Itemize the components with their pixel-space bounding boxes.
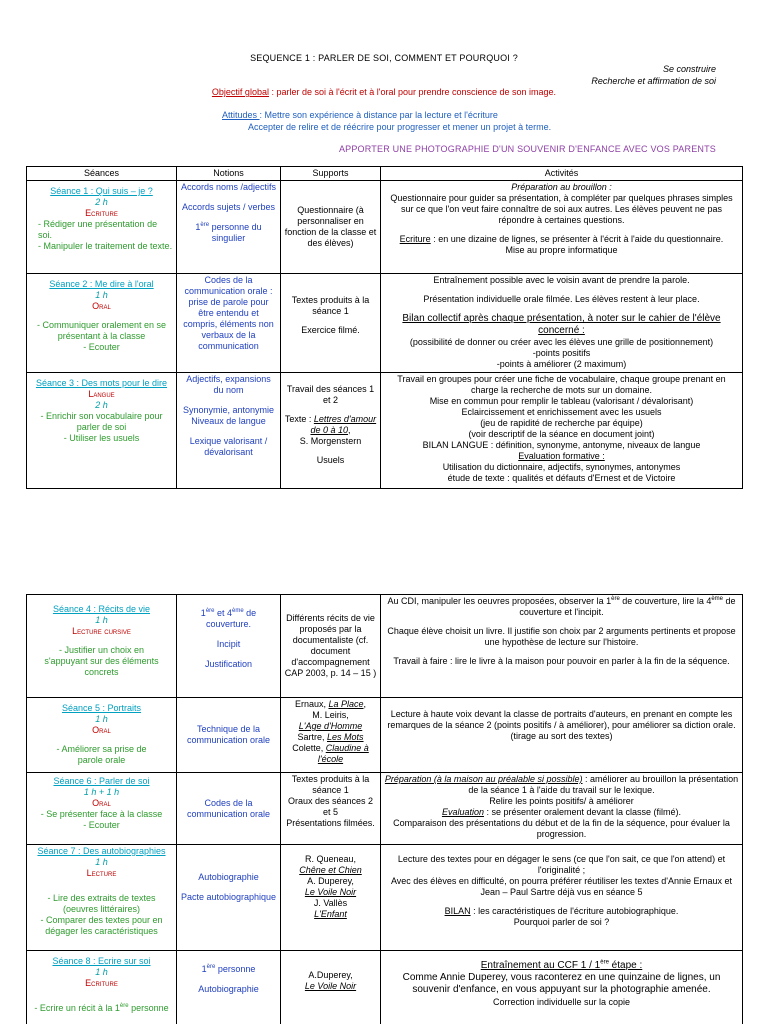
notions-cell: Codes de la communication orale : prise de parole pour être entendu et compris, éléments non verbaux de la communication [177, 273, 281, 372]
activity-heading: Entraînement au CCF 1 / 1ère étape : [480, 959, 643, 971]
activity-text: BILAN LANGUE : définition, synonyme, antonyme, niveaux de langue [422, 439, 701, 450]
notion: 1ère personne [201, 964, 256, 974]
notion: Synonymie, antonymie [182, 404, 275, 415]
objective-label: Objectif global [211, 87, 269, 97]
activities-cell [381, 595, 743, 698]
seance-skill: Oral [92, 797, 111, 808]
notions-cell [177, 951, 281, 1024]
activity-text: (voir descriptif de la séance en document joint) [468, 428, 655, 439]
seance-title[interactable]: Séance 1 : Qui suis – je ? [50, 185, 153, 196]
seance-objective: - Ecouter [83, 341, 120, 352]
activities-cell [381, 372, 743, 488]
activities-cell [381, 273, 743, 372]
seance-skill: Oral [92, 724, 111, 735]
seance-objective: - Se présenter face à la classe [40, 808, 163, 819]
support: Exercice filmé. [301, 324, 360, 335]
seance-title[interactable]: Séance 4 : Récits de vie [52, 604, 151, 614]
notions-cell: Technique de la communication orale [177, 698, 281, 773]
activity-text: Evaluation : se présenter oralement devant la classe (filmé). [441, 806, 682, 817]
activity-text: Avec des élèves en difficulté, on pourra préférer réutiliser les textes d'Annie Ernaux et Jean – Paul Sartre déjà vus en séance 5 [390, 875, 733, 897]
seance-skill: Ecriture [85, 977, 118, 988]
seance-objective: - Enrichir son vocabulaire pour parler de soi [40, 410, 163, 432]
supports-cell [281, 951, 381, 1024]
activity-text: Utilisation du dictionnaire, adjectifs, synonymes, antonymes [442, 461, 681, 472]
table-row-seance-2 [27, 273, 743, 372]
notion: Lexique valorisant / dévalorisant [189, 435, 268, 457]
support: Textes produits à la séance 1 [291, 774, 370, 795]
seance-duration: 1 h [95, 289, 108, 300]
notions-cell [177, 595, 281, 698]
supports-cell [281, 773, 381, 845]
seance-cell [27, 180, 177, 273]
notions-cell: Codes de la communication orale [177, 773, 281, 845]
supports-cell: Questionnaire (à personnaliser en fonction de la classe et des élèves) [281, 180, 381, 273]
seance-duration: 1 h [95, 856, 108, 867]
support: Usuels [316, 454, 345, 465]
seance-cell [27, 951, 177, 1024]
seance-duration: 1 h + 1 h [83, 786, 120, 797]
activities-cell [381, 845, 743, 951]
seance-cell [27, 372, 177, 488]
column-header-activites: Activités [381, 167, 743, 181]
table-row-seance-4 [27, 595, 743, 698]
seance-title[interactable]: Séance 6 : Parler de soi [53, 776, 150, 786]
activity-text: Pourquoi parler de soi ? [513, 916, 610, 927]
activity-text: Entraînement possible avec le voisin avant de prendre la parole. [433, 274, 690, 285]
notion: 1ère personne du singulier [195, 221, 262, 243]
activity-text: Au CDI, manipuler les oeuvres proposées, observer la 1ère de couverture, lire la 4ème de couverture et l'incipit. [387, 596, 736, 617]
notions-cell [177, 180, 281, 273]
table-row-seance-5 [27, 698, 743, 773]
activities-cell [381, 180, 743, 273]
support: Chêne et Chien [299, 864, 362, 875]
sequence-table-page2 [26, 594, 743, 1024]
photo-instruction: APPORTER UNE PHOTOGRAPHIE D'UN SOUVENIR D'ENFANCE AVEC VOS PARENTS [338, 144, 716, 154]
table-row-seance-8 [27, 951, 743, 1024]
support: Le Voile Noir [304, 980, 357, 991]
support: J. Vallès [313, 897, 348, 908]
seance-objective: - Justifier un choix en s'appuyant sur des éléments concrets [44, 644, 159, 677]
notion: 1ère et 4ème de couverture. [200, 608, 257, 629]
support: L'Enfant [314, 908, 347, 919]
seance-skill: Oral [92, 300, 111, 311]
column-header-supports: Supports [281, 167, 381, 181]
support: A.Duperey, [308, 970, 353, 980]
seance-cell [27, 698, 177, 773]
activity-text: -points à améliorer (2 maximum) [496, 359, 627, 370]
seance-skill: Lecture [86, 867, 117, 878]
activities-cell [381, 698, 743, 773]
column-header-notions: Notions [177, 167, 281, 181]
support: S. Morgenstern [299, 435, 362, 446]
seance-objective: - Ecrire un récit à la 1ère personne [34, 1002, 169, 1013]
attitudes-line2: Accepter de relire et de réécrire pour progresser et mener un projet à terme. [248, 121, 552, 132]
seance-title[interactable]: Séance 7 : Des autobiographies [37, 846, 166, 856]
seance-duration: 2 h [95, 196, 108, 207]
activity-text: Ecriture : en une dizaine de lignes, se présenter à l'écrit à l'aide du questionnaire. [399, 233, 724, 244]
seance-duration: 1 h [95, 966, 108, 977]
table-row-seance-3 [27, 372, 743, 488]
activities-cell [381, 773, 743, 845]
sequence-table-page1 [26, 166, 743, 489]
seance-objective: - Comparer des textes pour en dégager les caractéristiques [40, 914, 163, 936]
seance-objective: - Ecouter [83, 819, 120, 830]
global-objective [0, 87, 768, 98]
support: Ernaux, La Place, [294, 699, 367, 709]
notions-cell [177, 845, 281, 951]
supports-cell [281, 698, 381, 773]
notion: Pacte autobiographique [180, 891, 277, 902]
notion: Accords noms /adjectifs [180, 181, 277, 192]
attitudes [222, 110, 551, 133]
activity-text: Comparaison des présentations du début et de la fin de la séquence, pour évaluer la progression. [393, 817, 730, 839]
seance-cell [27, 273, 177, 372]
activity-heading: Evaluation formative : [518, 450, 605, 461]
activity-text: Relire les points positifs/ à améliorer [489, 795, 634, 806]
activities-cell [381, 951, 743, 1024]
activity-text: Lecture des textes pour en dégager le sens (ce que l'on sait, ce que l'on attend) et l'originalité ; [397, 854, 726, 875]
activity-text: étude de texte : qualités et défauts d'Ernest et de Victoire [447, 472, 676, 483]
objective-text: : parler de soi à l'écrit et à l'oral pour prendre conscience de son image. [268, 87, 557, 97]
seance-skill: Ecriture [85, 207, 118, 218]
seance-objective: - Communiquer oralement en se présentant à la classe [36, 319, 167, 341]
notion: Niveaux de langue [191, 415, 266, 426]
activity-text: Travail à faire : lire le livre à la maison pour pouvoir en parler à la fin de la séquence. [393, 655, 730, 666]
seance-cell [27, 595, 177, 698]
support: Sartre, Les Mots [297, 731, 364, 742]
seance-skill: Langue [88, 388, 115, 399]
activity-text: BILAN : les caractéristiques de l'écriture autobiographique. [444, 905, 679, 916]
support: Texte : Lettres d'amour de 0 à 10, [284, 413, 377, 435]
theme-sublabel: Recherche et affirmation de soi [591, 76, 716, 86]
notion: Autobiographie [198, 983, 259, 994]
activity-text: (possibilité de donner ou créer avec les élèves une grille de positionnement) [409, 337, 714, 348]
support: Travail des séances 1 et 2 [286, 383, 375, 405]
seance-objective: - Lire des extraits de textes (oeuvres littéraires) [47, 892, 156, 914]
notion: Adjectifs, expansions du nom [186, 373, 271, 395]
table-row-seance-6 [27, 773, 743, 845]
support: Textes produits à la séance 1 [291, 294, 370, 316]
seance-duration: 1 h [95, 614, 108, 625]
seance-title[interactable]: Séance 8 : Ecrire sur soi [52, 956, 151, 966]
table-row-seance-1 [27, 180, 743, 273]
notion: Justification [204, 658, 253, 669]
notion: Incipit [216, 638, 241, 649]
activity-text: Préparation (à la maison au préalable si possible) : améliorer au brouillon la présentation de la séance 1 à l'aide du travail sur le lexique. [384, 774, 739, 795]
activity-text: Chaque élève choisit un livre. Il justifie son choix par 2 arguments pertinents et propose une hypothèse de lecture sur l'histoire. [387, 625, 736, 647]
notion: Accords sujets / verbes [181, 201, 276, 212]
activity-text: Mise au propre informatique [505, 244, 618, 255]
support: A. Duperey, [307, 875, 354, 886]
support: R. Queneau, [304, 854, 357, 864]
activity-text: Présentation individuelle orale filmée. Les élèves restent à leur place. [423, 293, 700, 304]
seance-objective: - Utiliser les usuels [63, 432, 140, 443]
activity-text: -points positifs [532, 348, 591, 359]
seance-title[interactable]: Séance 5 : Portraits [61, 703, 142, 713]
attitudes-line1: : Mettre son expérience à distance par la lecture et l'écriture [259, 110, 498, 120]
table-row-seance-7 [27, 845, 743, 951]
seance-objective: - Manipuler le traitement de texte. [38, 240, 173, 251]
supports-cell [281, 273, 381, 372]
seance-skill: Lecture cursive [72, 625, 131, 636]
seance-cell [27, 845, 177, 951]
activity-text: Correction individuelle sur la copie [492, 996, 631, 1007]
column-header-seances: Séances [27, 167, 177, 181]
support: Le Voile Noir [304, 886, 357, 897]
table-header-row [27, 167, 743, 181]
seance-duration: 1 h [95, 713, 108, 724]
activity-heading: Préparation au brouillon : [511, 181, 612, 192]
activity-text: (jeu de rapidité de recherche par équipe) [480, 417, 643, 428]
supports-cell: Différents récits de vie proposés par la documentaliste (cf. document d'accompagnement CAP 2003, p. 14 – 15 ) [281, 595, 381, 698]
support: Présentations filmées. [286, 817, 375, 828]
supports-cell [281, 372, 381, 488]
activity-heading: Bilan collectif après chaque présentation, à noter sur le cahier de l'élève concerné : [402, 312, 721, 337]
support: M. Leiris, [312, 709, 349, 720]
notions-cell [177, 372, 281, 488]
seance-objective: - Rédiger une présentation de soi. [38, 218, 158, 240]
seance-title[interactable]: Séance 2 : Me dire à l'oral [49, 278, 154, 289]
support: Oraux des séances 2 et 5 [287, 795, 374, 817]
activity-text: Comme Annie Duperey, vous raconterez en une quinzaine de lignes, un souvenir d'enfance, en vous appuyant sur la photographie amenée. [402, 972, 721, 996]
theme-label: Se construire [662, 64, 716, 74]
activity-text: Travail en groupes pour créer une fiche de vocabulaire, chaque groupe prenant en charge la recherche de mots sur un domaine. [397, 373, 726, 395]
seance-duration: 2 h [95, 399, 108, 410]
seance-cell [27, 773, 177, 845]
activity-text: Eclaircissement et enrichissement avec les usuels [461, 406, 662, 417]
seance-objective: - Améliorer sa prise de parole orale [56, 743, 147, 765]
activity-text: (tirage au sort des textes) [510, 730, 613, 741]
seance-title[interactable]: Séance 3 : Des mots pour le dire [35, 377, 168, 388]
supports-cell [281, 845, 381, 951]
activity-text: Mise en commun pour remplir le tableau (valorisant / dévalorisant) [429, 395, 694, 406]
activity-text: Lecture à haute voix devant la classe de portraits d'auteurs, en prenant en compte les remarques de la séance 2 (points positifs / à améliorer), pour améliorer sa diction orale. [387, 709, 736, 730]
support: Colette, Claudine à l'école [292, 742, 369, 764]
notion: Autobiographie [198, 872, 259, 882]
attitudes-label: Attitudes [222, 110, 260, 120]
support: L'Age d'Homme [298, 720, 363, 731]
activity-text: Questionnaire pour guider sa présentation, à compléter par quelques phrases simples sur ce que l'on veut faire connaître de soi aux autres. Les élèves peuvent ne pas répondre à certaines questions. [390, 192, 733, 225]
sequence-title: SEQUENCE 1 : PARLER DE SOI, COMMENT ET POURQUOI ? [250, 53, 518, 63]
